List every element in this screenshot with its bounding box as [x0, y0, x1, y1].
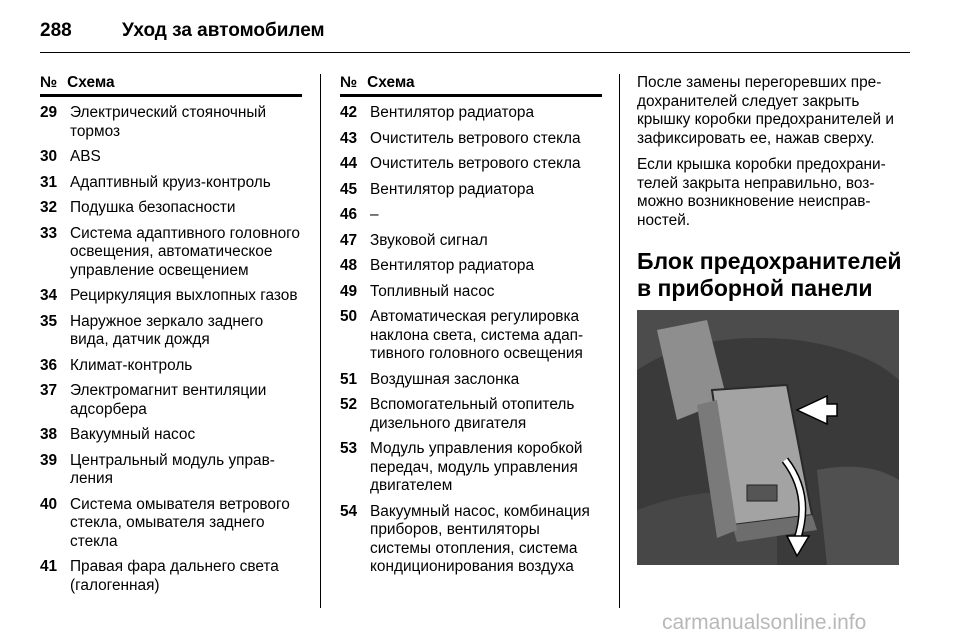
fuse-number: 39	[40, 451, 58, 469]
fuse-circuit: Топливный насос	[370, 282, 495, 300]
fuse-circuit: Автоматическая регулировка наклона света, система адаптивного головного освещения	[370, 308, 584, 362]
table-row	[340, 232, 602, 251]
page-header	[40, 12, 910, 53]
table-row	[40, 426, 302, 445]
fuse-number: 35	[40, 312, 58, 330]
fuse-number: 37	[40, 382, 58, 399]
fuse-table-right	[340, 74, 602, 584]
fuse-number: 42	[340, 104, 358, 121]
fuse-circuit: Центральный модуль управления	[70, 451, 275, 487]
fuse-number: 30	[40, 148, 58, 165]
table-row	[340, 181, 602, 200]
fuse-number: 48	[340, 257, 358, 274]
column-divider	[320, 74, 321, 608]
fuse-circuit: Вакуумный насос	[70, 426, 196, 443]
fuse-circuit: Вентилятор радиатора	[370, 180, 535, 198]
col-scheme-header: Схема	[67, 74, 115, 91]
table-row	[40, 313, 302, 350]
fuse-circuit: Электромагнит вентиляции адсорбера	[70, 382, 267, 418]
table-row	[40, 199, 302, 218]
fuse-circuit: Подушка безопасности	[70, 199, 236, 216]
fuse-circuit: Вентилятор радиатора	[370, 104, 535, 121]
table-row	[340, 371, 602, 390]
table-row	[340, 308, 602, 364]
fuse-number: 50	[340, 308, 358, 325]
page-title: Уход за автомобилем	[122, 20, 325, 41]
table-row	[340, 206, 602, 225]
fuse-circuit: Вакуумный насос, комбинация приборов, вентиляторы системы отопления, система кондиционирования воздуха	[370, 502, 590, 575]
col-scheme-header: Схема	[367, 74, 415, 91]
fuse-circuit: Адаптивный круиз-контроль	[70, 173, 271, 191]
table-row	[40, 382, 302, 419]
fuse-number: 43	[340, 129, 358, 147]
table-row	[40, 287, 302, 306]
table-header	[40, 74, 302, 97]
fuse-number: 49	[340, 282, 358, 300]
fuse-circuit: ABS	[70, 148, 101, 165]
warning-paragraph: Если крышка коробки предохранителей закрыта неправильно, возможно возникновение неисправностей.	[637, 156, 886, 229]
fuse-number: 46	[340, 206, 358, 223]
table-row	[40, 452, 302, 489]
fuse-number: 34	[40, 287, 58, 304]
fuse-number: 47	[340, 231, 358, 249]
fuse-box-drawing	[637, 310, 899, 565]
fuse-circuit: Наружное зеркало заднего вида, датчик дождя	[70, 312, 264, 348]
fuse-circuit: Электрический стояночный тормоз	[70, 104, 267, 140]
instruction-paragraph: После замены перегоревших предохранителей следует закрыть крышку коробки предохранителей и зафиксировать ее, нажав сверху.	[637, 74, 894, 147]
fuse-circuit: Очиститель ветрового стекла	[370, 129, 581, 147]
fuse-table-left	[40, 74, 302, 602]
fuse-number: 32	[40, 199, 58, 216]
table-row	[40, 496, 302, 552]
fuse-circuit: Звуковой сигнал	[370, 231, 488, 249]
table-row	[40, 357, 302, 376]
fuse-number: 33	[40, 224, 58, 242]
table-row	[340, 155, 602, 174]
fuse-circuit: –	[370, 206, 379, 223]
table-row	[340, 440, 602, 496]
fuse-number: 29	[40, 104, 58, 121]
fuse-box-illustration	[637, 310, 899, 565]
fuse-number: 38	[40, 426, 58, 443]
fuse-circuit: Правая фара дальнего света (галогенная)	[70, 558, 279, 594]
right-text-column	[637, 74, 907, 302]
column-divider	[619, 74, 620, 608]
fuse-number: 54	[340, 502, 358, 520]
fuse-circuit: Рециркуляция выхлопных газов	[70, 287, 298, 304]
table-header	[340, 74, 602, 97]
fuse-circuit: Вентилятор радиатора	[370, 257, 535, 274]
page-number: 288	[40, 20, 72, 41]
col-number-header: №	[340, 74, 358, 91]
fuse-number: 52	[340, 396, 358, 413]
fuse-number: 36	[40, 356, 58, 374]
table-row	[340, 283, 602, 302]
fuse-circuit: Климат-контроль	[70, 356, 193, 374]
table-row	[40, 104, 302, 141]
fuse-number: 41	[40, 558, 58, 575]
col-number-header: №	[40, 74, 58, 91]
table-row	[40, 148, 302, 167]
table-row	[340, 503, 602, 577]
table-row	[40, 225, 302, 281]
fuse-circuit: Очиститель ветрового стекла	[370, 155, 581, 172]
fuse-number: 40	[40, 495, 58, 513]
fuse-number: 44	[340, 155, 358, 172]
section-heading: Блок предохранителей в приборной панели	[637, 248, 902, 301]
watermark: carmanualsonline.info	[662, 611, 867, 634]
fuse-number: 45	[340, 180, 358, 198]
fuse-circuit: Система омывателя ветрового стекла, омывателя заднего стекла	[70, 495, 290, 550]
table-row	[40, 558, 302, 595]
fuse-circuit: Вспомогательный отопитель дизельного двигателя	[370, 396, 575, 432]
table-row	[340, 396, 602, 433]
fuse-circuit: Система адаптивного головного освещения, автоматическое управление освещением	[70, 224, 300, 279]
table-row	[340, 104, 602, 123]
table-row	[340, 130, 602, 149]
table-row	[340, 257, 602, 276]
fuse-number: 51	[340, 370, 358, 388]
fuse-circuit: Модуль управления коробкой передач, модуль управления двигателем	[370, 440, 583, 494]
fuse-number: 53	[340, 440, 358, 457]
fuse-circuit: Воздушная заслонка	[370, 370, 520, 388]
table-row	[40, 174, 302, 193]
fuse-number: 31	[40, 173, 58, 191]
